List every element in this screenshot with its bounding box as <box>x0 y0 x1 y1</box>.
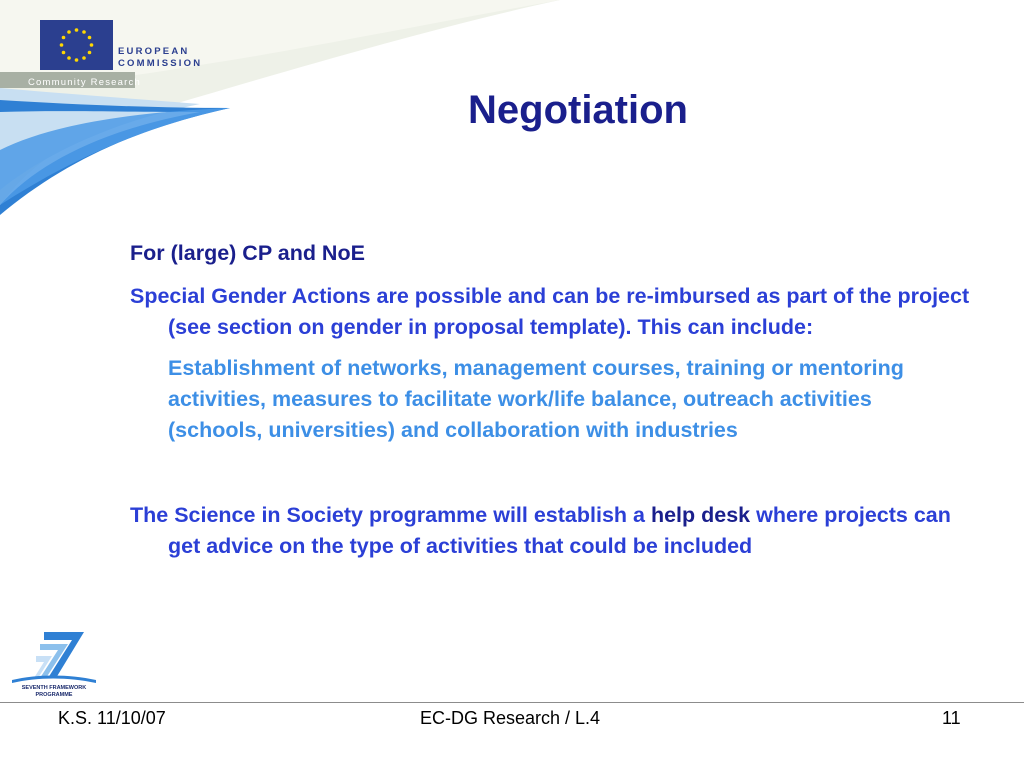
slide-body <box>130 238 970 562</box>
footer-author-date: K.S. 11/10/07 <box>58 708 166 728</box>
org-line2: COMMISSION <box>118 58 203 69</box>
eu-flag-logo <box>40 20 113 70</box>
org-line1: EUROPEAN <box>118 46 190 57</box>
help-desk-highlight: help desk <box>650 503 751 527</box>
para2-text-before: The Science in Society programme will establish a <box>130 503 651 527</box>
footer-divider <box>0 702 1024 703</box>
para2-text-after: where projects can get advice on the type of activities that could be included <box>168 503 951 558</box>
footer-page-number: 11 <box>942 708 961 728</box>
subheading: For (large) CP and NoE <box>130 241 365 265</box>
fp7-seven-icon <box>12 632 96 683</box>
fp7-logo-line2: PROGRAMME <box>35 692 73 698</box>
fp7-logo <box>8 628 100 698</box>
paragraph-science-in-society <box>130 500 970 562</box>
fp7-logo-line1: SEVENTH FRAMEWORK <box>21 685 87 691</box>
european-commission-wordmark <box>118 46 202 70</box>
paragraph-gender-actions-detail: Establishment of networks, management courses, training or mentoring activities, measures to facilitate work/life balance, outreach activities (schools, universities) and collaboration with industries <box>168 356 904 442</box>
footer-department: EC-DG Research / L.4 <box>420 708 601 728</box>
paragraph-gender-actions: Special Gender Actions are possible and can be re-imbursed as part of the project (see section on gender in proposal template). This can include: <box>130 284 970 339</box>
slide-title: Negotiation <box>468 88 688 132</box>
community-research-label: Community Research <box>28 77 141 88</box>
